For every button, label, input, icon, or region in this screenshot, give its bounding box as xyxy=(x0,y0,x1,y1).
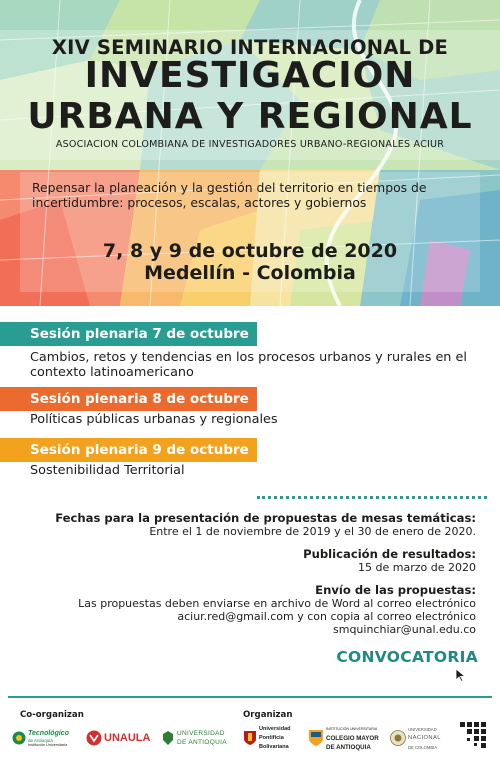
upb-name-3: Bolivariana xyxy=(259,743,289,750)
hero-banner xyxy=(0,0,500,306)
seminar-title-line2: URBANA Y REGIONAL xyxy=(27,96,473,137)
udea-emblem-icon xyxy=(162,730,174,746)
udea-name-1: UNIVERSIDAD xyxy=(177,730,225,737)
udea-logo xyxy=(162,726,234,750)
upb-name-2: Pontificia xyxy=(259,734,284,741)
footer-divider xyxy=(8,696,492,698)
association-name: ASOCIACION COLOMBIANA DE INVESTIGADORES URBANO-REGIONALES ACIUR xyxy=(55,139,445,150)
submission-email[interactable]: smquinchiar@unal.edu.co xyxy=(333,623,476,636)
upb-logo xyxy=(243,726,303,750)
proposal-dates-block xyxy=(16,511,476,538)
event-date-place xyxy=(0,240,500,284)
submission-block xyxy=(16,583,476,636)
seminar-title-line1: INVESTIGACIÓN xyxy=(84,55,416,96)
tecnologico-sub: de Antioquia xyxy=(28,737,53,743)
unal-seal-icon xyxy=(390,729,406,747)
dotted-divider xyxy=(257,496,487,499)
tecnologico-name: Tecnológico xyxy=(28,729,69,737)
submission-text-2: aciur.red@gmail.com y con copia al correo electrónico xyxy=(177,610,476,623)
session-3-topic: Sostenibilidad Territorial xyxy=(30,463,185,478)
tecnologico-antioquia-logo xyxy=(12,726,84,750)
unaula-name: UNAULA xyxy=(104,731,151,744)
unal-name-2: NACIONAL xyxy=(408,734,441,741)
colegio-mayor-logo xyxy=(308,726,386,750)
convocatoria-link[interactable]: CONVOCATORIA xyxy=(336,648,478,666)
colegio-mayor-crest-icon xyxy=(308,729,324,747)
unal-name-3: DE COLOMBIA xyxy=(408,744,438,750)
submission-heading: Envío de las propuestas: xyxy=(315,583,476,597)
event-place: Medellín - Colombia xyxy=(144,262,356,284)
session-2-topic: Políticas públicas urbanas y regionales xyxy=(30,412,278,427)
proposal-dates-text: Entre el 1 de noviembre de 2019 y el 30 de enero de 2020. xyxy=(149,525,476,538)
results-block xyxy=(176,547,476,574)
seminar-edition-title: XIV SEMINARIO INTERNACIONAL DE xyxy=(51,36,449,59)
colegio-mayor-name-2: COLEGIO MAYOR xyxy=(326,734,379,742)
organizers-label: Organizan xyxy=(243,710,293,720)
tecnologico-emblem-icon xyxy=(12,731,26,745)
proposal-dates-heading: Fechas para la presentación de propuestas de mesas temáticas: xyxy=(55,511,476,525)
colegio-mayor-name-3: DE ANTIOQUIA xyxy=(326,743,371,751)
unaula-logo xyxy=(86,726,158,750)
colegio-mayor-name-1: INSTITUCIÓN UNIVERSITARIA xyxy=(326,726,378,731)
udea-name-2: DE ANTIOQUIA xyxy=(177,739,227,746)
results-heading: Publicación de resultados: xyxy=(303,547,476,561)
unal-name-1: UNIVERSIDAD xyxy=(408,726,437,732)
mouse-cursor-icon xyxy=(455,668,467,682)
results-date: 15 de marzo de 2020 xyxy=(358,561,476,574)
session-2-title: Sesión plenaria 8 de octubre xyxy=(0,387,257,411)
session-3-title: Sesión plenaria 9 de octubre xyxy=(0,438,257,462)
upb-crest-icon xyxy=(243,730,257,746)
unal-logo xyxy=(390,726,452,750)
event-dates: 7, 8 y 9 de octubre de 2020 xyxy=(102,240,398,262)
coorganizers-label: Co-organizan xyxy=(20,710,84,720)
upb-name-1: Universidad xyxy=(259,725,291,732)
seminar-theme: Repensar la planeación y la gestión del territorio en tiempos de incertidumbre: procesos, escalas, actores y gobiernos xyxy=(32,180,427,210)
session-1-title: Sesión plenaria 7 de octubre xyxy=(0,322,257,346)
aciur-pixel-logo xyxy=(460,722,488,750)
unaula-emblem-icon xyxy=(86,730,102,746)
tecnologico-sub2: Institución Universitaria xyxy=(28,742,68,747)
session-1-topic: Cambios, retos y tendencias en los procesos urbanos y rurales en el contexto latinoamericano xyxy=(30,350,467,380)
submission-text-1: Las propuestas deben enviarse en archivo de Word al correo electrónico xyxy=(78,597,476,610)
